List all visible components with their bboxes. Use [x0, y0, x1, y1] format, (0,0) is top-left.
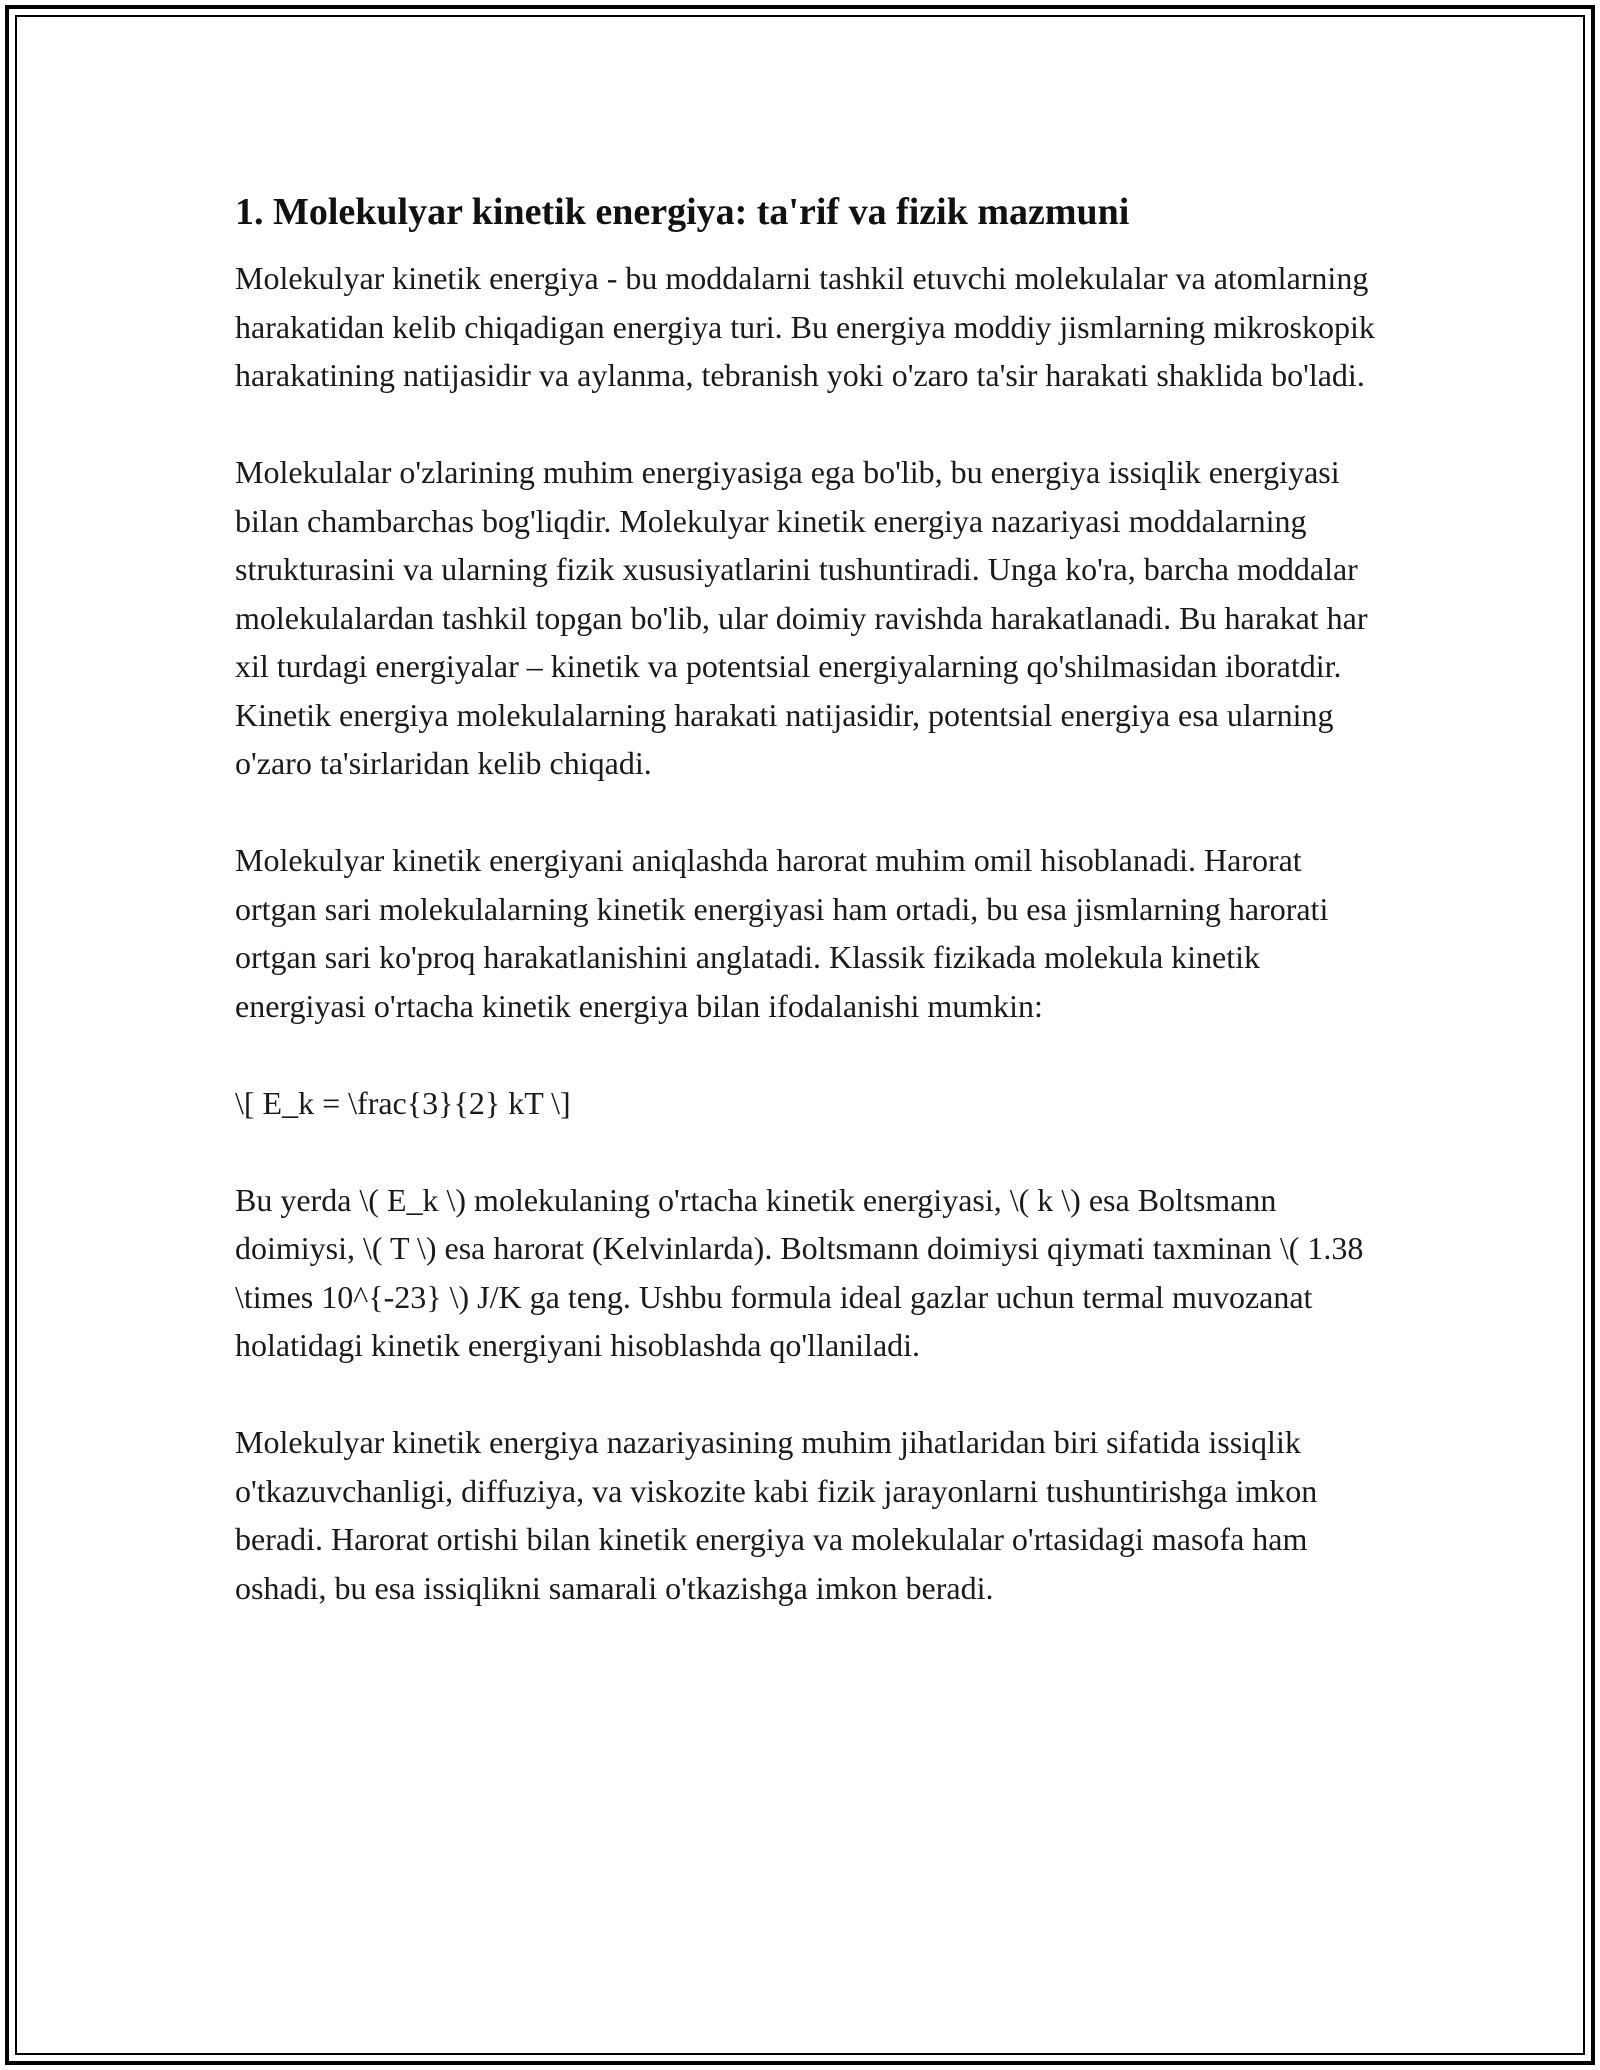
paragraph-molecules: Molekulalar o'zlarining muhim energiyasiga ega bo'lib, bu energiya issiqlik energiyasi bilan chambarchas bog'liqdir. Molekulyar kinetik energiya nazariyasi moddalarning strukturasini va ularning fizik xususiyatlarini tushuntiradi. Unga ko'ra, barcha moddalar molekulalardan tashkil topgan bo'lib, ular doimiy ravishda harakatlanadi. Bu harakat har xil turdagi energiyalar – kinetik va potentsial energiyalarning qo'shilmasidan iboratdir. Kinetik energiya molekulalarning harakati natijasidir, potentsial energiya esa ularning o'zaro ta'sirlaridan kelib chiqadi.	[235, 454, 1368, 781]
paragraph-temperature: Molekulyar kinetik energiyani aniqlashda harorat muhim omil hisoblanadi. Harorat ortgan sari molekulalarning kinetik energiyasi ham ortadi, bu esa jismlarning harorati ortgan sari ko'proq harakatlanishini anglatadi. Klassik fizikada molekula kinetik energiyasi o'rtacha kinetik energiya bilan ifodalanishi mumkin:	[235, 842, 1329, 1024]
paragraph-formula-explanation: Bu yerda \( E_k \) molekulaning o'rtacha kinetik energiyasi, \( k \) esa Boltsmann doimiysi, \( T \) esa harorat (Kelvinlarda). Boltsmann doimiysi qiymati taxminan \( 1.38 \times 10^{-23} \) J/K ga teng. Ushbu formula ideal gazlar uchun termal muvozanat holatidagi kinetik energiyani hisoblashda qo'llaniladi.	[235, 1181, 1364, 1363]
paragraph-definition: Molekulyar kinetik energiya - bu moddalarni tashkil etuvchi molekulalar va atomlarning harakatidan kelib chiqadigan energiya turi. Bu energiya moddiy jismlarning mikroskopik harakatining natijasidir va aylanma, tebranish yoki o'zaro ta'sir harakati shaklida bo'ladi.	[235, 260, 1375, 393]
document-body	[235, 180, 1375, 1612]
paragraph-applications: Molekulyar kinetik energiya nazariyasining muhim jihatlaridan biri sifatida issiqlik o'tkazuvchanligi, diffuziya, va viskozite kabi fizik jarayonlarni tushuntirishga imkon beradi. Harorat ortishi bilan kinetik energiya va molekulalar o'rtasidagi masofa ham oshadi, bu esa issiqlikni samarali o'tkazishga imkon beradi.	[235, 1424, 1318, 1606]
section-heading: 1. Molekulyar kinetik energiya: ta'rif va fizik mazmuni	[235, 191, 1130, 233]
formula-line: \[ E_k = \frac{3}{2} kT \]	[235, 1084, 571, 1121]
